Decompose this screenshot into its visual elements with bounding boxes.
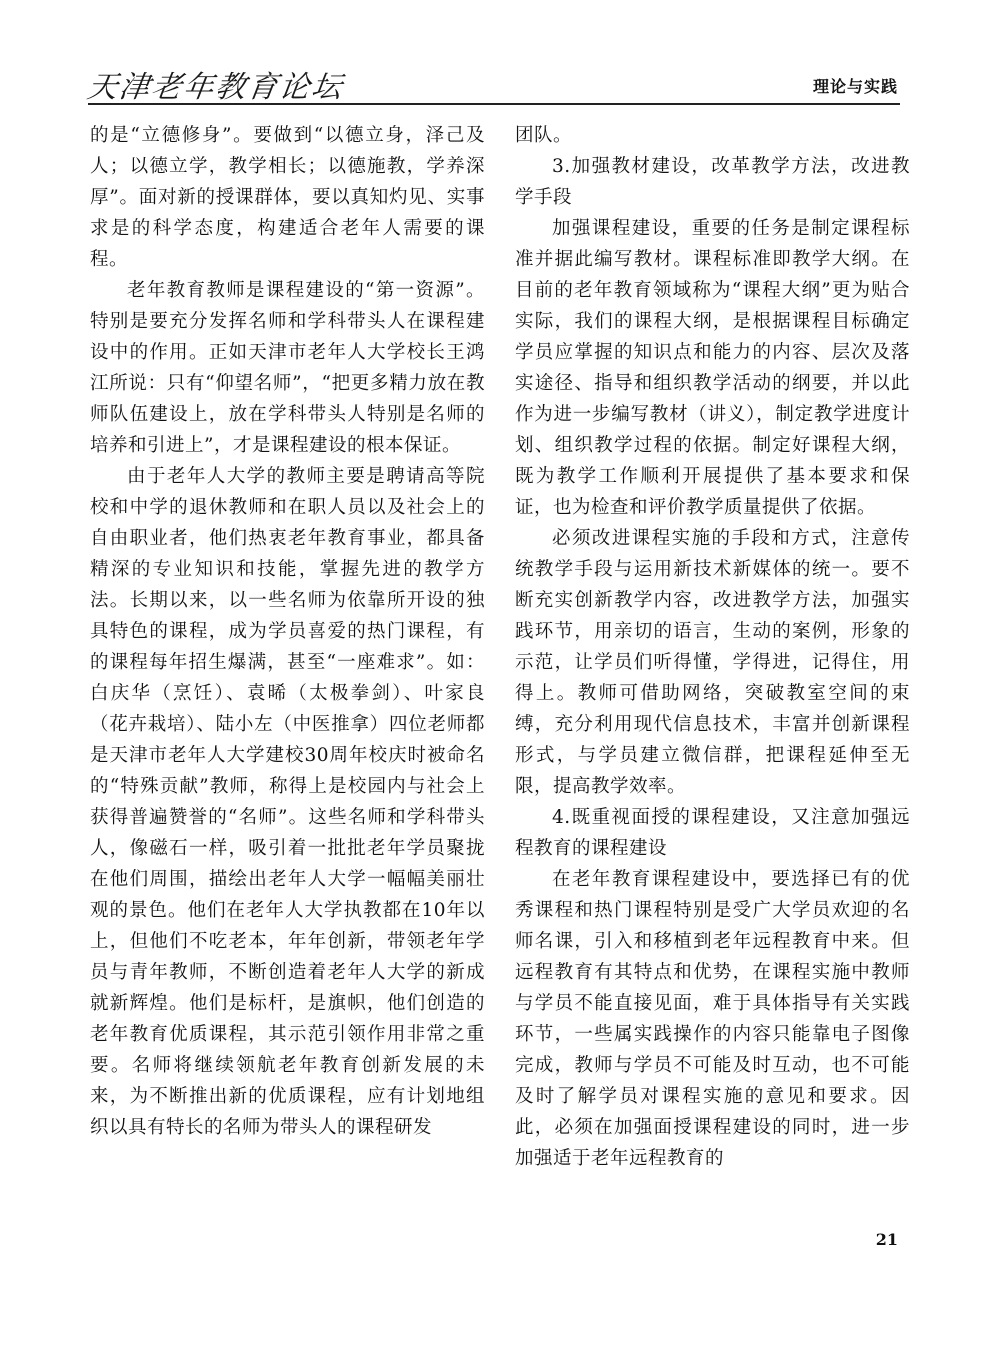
left-column (90, 120, 485, 1143)
subheading: 4.既重视面授的课程建设，又注意加强远程教育的课程建设 (515, 807, 910, 859)
paragraph: 团队。 (515, 125, 573, 146)
paragraph: 加强课程建设，重要的任务是制定课程标准并据此编写教材。课程标准即教学大纲。在目前的老年教育领域称为“课程大纲”更为贴合实际，我们的课程大纲，是根据课程目标确定学员应掌握的知识点和能力的内容、层次及落实途径、指导和组织教学活动的纲要，并以此作为进一步编写教材（讲义），制定教学进度计划、组织教学过程的依据。制定好课程大纲，既为教学工作顺利开展提供了基本要求和保证，也为检查和评价教学质量提供了依据。 (515, 218, 910, 518)
paragraph: 由于老年人大学的教师主要是聘请高等院校和中学的退休教师和在职人员以及社会上的自由职业者，他们热衷老年教育事业，都具备精深的专业知识和技能，掌握先进的教学方法。长期以来，以一些名师为依靠所开设的独具特色的课程，成为学员喜爱的热门课程，有的课程每年招生爆满，甚至“一座难求”。如：白庆华（烹饪）、袁晞（太极拳剑）、叶家良（花卉栽培）、陆小左（中医推拿）四位老师都是天津市老年人大学建校30周年校庆时被命名的“特殊贡献”教师，称得上是校园内与社会上获得普遍赞誉的“名师”。这些名师和学科带头人，像磁石一样，吸引着一批批老年学员聚拢在他们周围，描绘出老年人大学一幅幅美丽壮观的景色。他们在老年人大学执教都在10年以上，但他们不吃老本，年年创新，带领老年学员与青年教师，不断创造着老年人大学的新成就新辉煌。他们是标杆，是旗帜，他们创造的老年教育优质课程，其示范引领作用非常之重要。名师将继续领航老年教育创新发展的未来，为不断推出新的优质课程，应有计划地组织以具有特长的名师为带头人的课程研发 (90, 466, 485, 1138)
paragraph: 的是“立德修身”。要做到“以德立身，泽己及人；以德立学，教学相长；以德施教，学养深厚”。面对新的授课群体，要以真知灼见、实事求是的科学态度，构建适合老年人需要的课程。 (90, 125, 485, 270)
header-divider (88, 103, 900, 105)
subheading: 3.加强教材建设，改革教学方法，改进教学手段 (515, 156, 910, 208)
journal-title: 天津老年教育论坛 (85, 70, 346, 105)
section-title: 理论与实践 (812, 77, 898, 96)
paragraph: 在老年教育课程建设中，要选择已有的优秀课程和热门课程特别是受广大学员欢迎的名师名课，引入和移植到老年远程教育中来。但远程教育有其特点和优势，在课程实施中教师与学员不能直接见面，难于具体指导有关实践环节，一些属实践操作的内容只能靠电子图像完成，教师与学员不可能及时互动，也不可能及时了解学员对课程实施的意见和要求。因此，必须在加强面授课程建设的同时，进一步加强适于老年远程教育的 (515, 869, 910, 1169)
paragraph: 老年教育教师是课程建设的“第一资源”。特别是要充分发挥名师和学科带头人在课程建设中的作用。正如天津市老年人大学校长王鸿江所说：只有“仰望名师”，“把更多精力放在教师队伍建设上，放在学科带头人特别是名师的培养和引进上”，才是课程建设的根本保证。 (90, 280, 485, 456)
right-column (515, 120, 910, 1174)
page-number: 21 (875, 1230, 898, 1249)
paragraph: 必须改进课程实施的手段和方式，注意传统教学手段与运用新技术新媒体的统一。要不断充实创新教学内容，改进教学方法，加强实践环节，用亲切的语言，生动的案例，形象的示范，让学员们听得懂，学得进，记得住，用得上。教师可借助网络，突破教室空间的束缚，充分利用现代信息技术，丰富并创新课程形式，与学员建立微信群，把课程延伸至无限，提高教学效率。 (515, 528, 910, 797)
